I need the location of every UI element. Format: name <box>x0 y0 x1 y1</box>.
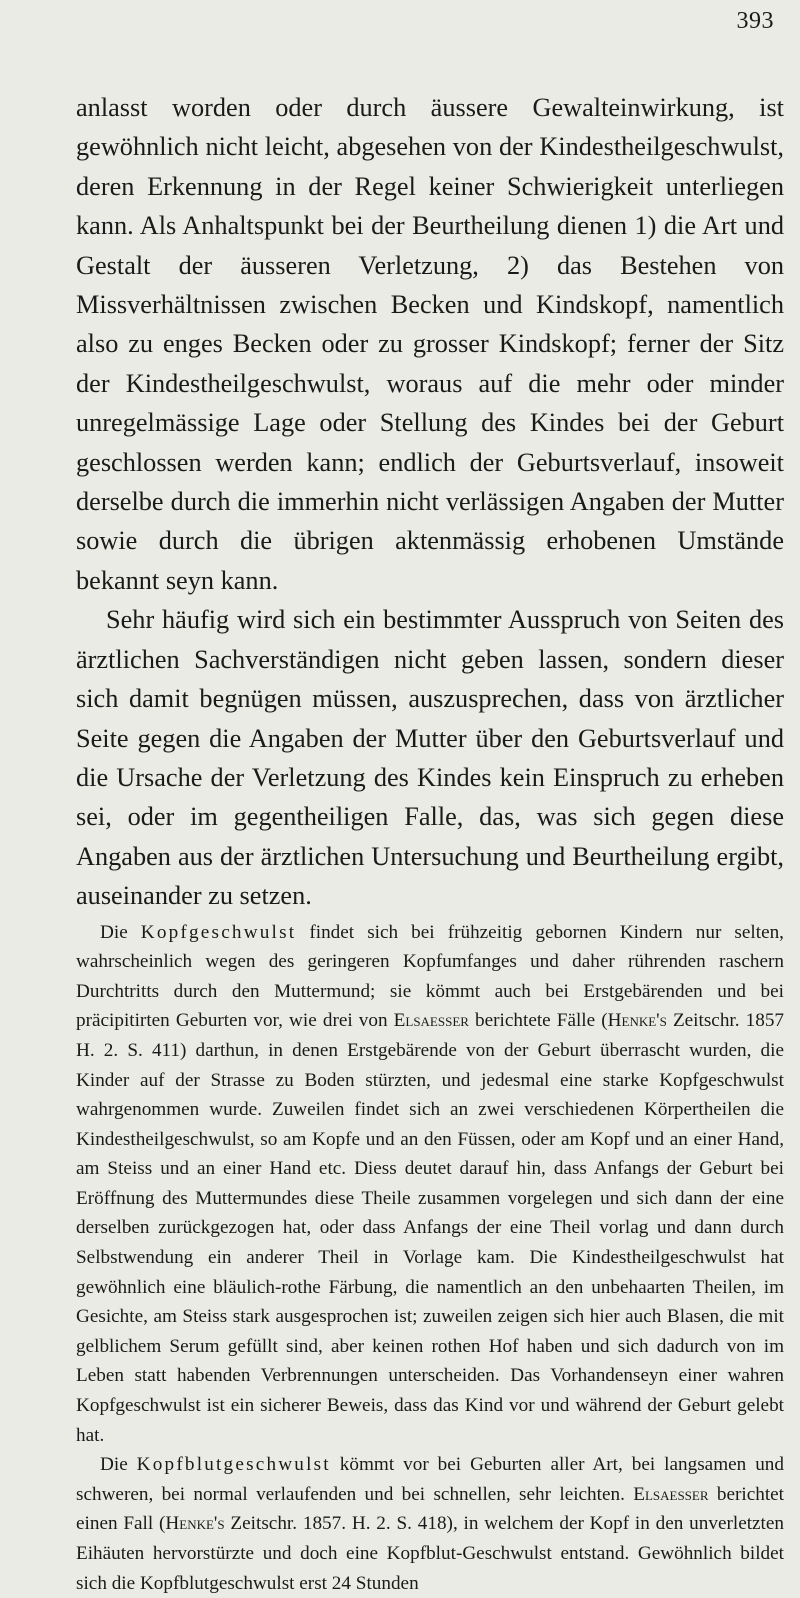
author-name-henke: Henke's <box>607 1010 667 1032</box>
paragraph-3-text-1: Die <box>100 921 141 943</box>
paragraph-3-text-3: berichtete Fälle ( <box>468 1010 608 1032</box>
author-name-elsaesser: Elsaesser <box>393 1010 469 1032</box>
paragraph-3-text-4: Zeitschr. 1857 H. 2. S. 411) darthun, in denen Erstgebärende von der Geburt überrascht wurden, die Kinder auf der Strasse zu Boden stürzten, und jedesmal eine starke Kopfgeschwulst wahrgenommen wurde. Zuweilen findet sich an zwei verschiedenen Körpertheilen die Kindestheilgeschwulst, so am Kopfe und an den Füssen, oder am Kopf und an einer Hand, am Steiss und an einer Hand etc. Diess deutet darauf hin, dass Anfangs der Geburt bei Eröffnung des Muttermundes diese Theile zusammen vorgelegen und sich dann der eine derselben zurückgezogen hat, oder dass Anfangs der eine Theil vorlag und dann durch Selbstwendung ein anderer Theil in Vorlage kam. Die Kindestheilgeschwulst hat gewöhnlich eine bläulich-rothe Färbung, die namentlich an den unbehaarten Theilen, im Gesichte, am Steiss stark ausgesprochen ist; zuweilen zeigen sich hier auch Blasen, die mit gelblichem Serum gefüllt sind, aber keinen rothen Hof haben und sich dadurch von im Leben statt habenden Verbrennungen unterscheiden. Das Vorhandenseyn einer wahren Kopfgeschwulst ist ein sicherer Beweis, dass das Kind vor und während der Geburt gelebt hat. <box>76 1010 785 1446</box>
paragraph-4-text-4: Zeitschr. 1857. H. 2. S. 418), in welchem der Kopf in den unverletzten Eihäuten hervorstürzte und doch eine Kopfblut-Geschwulst entstand. Gewöhnlich bildet sich die Kopfblutgeschwulst erst 24 Stunden <box>76 1513 784 1594</box>
paragraph-4-text-2: kömmt vor bei Geburten aller Art, bei langsamen und schweren, bei normal verlaufenden und bei schnellen, sehr leichten. <box>76 1454 784 1505</box>
term-kopfgeschwulst: Kopfgeschwulst <box>140 921 297 943</box>
term-kopfblutgeschwulst: Kopfblutgeschwulst <box>136 1454 331 1476</box>
author-name-elsaesser-2: Elsaesser <box>633 1483 709 1505</box>
author-name-henke-2: Henke's <box>165 1513 225 1535</box>
paragraph-3 <box>76 918 784 1451</box>
paragraph-2: Sehr häufig wird sich ein bestimmter Ausspruch von Seiten des ärztlichen Sachverständigen nicht geben lassen, sondern dieser sich damit begnügen müssen, auszusprechen, dass von ärztlicher Seite gegen die Angaben der Mutter über den Geburtsverlauf und die Ursache der Verletzung des Kindes kein Einspruch zu erheben sei, oder im gegentheiligen Falle, das, was sich gegen diese Angaben aus der ärztlichen Untersuchung und Beurtheilung ergibt, auseinander zu setzen. <box>76 605 784 911</box>
paragraph-4 <box>76 1450 784 1598</box>
page-number: 393 <box>736 8 774 34</box>
paragraph-4-text-3: berichtet einen Fall ( <box>76 1483 784 1535</box>
paragraph-1: anlasst worden oder durch äussere Gewalteinwirkung, ist gewöhnlich nicht leicht, abgesehen von der Kindestheilgeschwulst, deren Erkennung in der Regel keiner Schwierigkeit unterliegen kann. Als Anhaltspunkt bei der Beurtheilung dienen 1) die Art und Gestalt der äusseren Verletzung, 2) das Bestehen von Missverhältnissen zwischen Becken und Kindskopf, namentlich also zu enges Becken oder zu grosser Kindskopf; ferner der Sitz der Kindestheilgeschwulst, woraus auf die mehr oder minder unregelmässige Lage oder Stellung des Kindes bei der Geburt geschlossen werden kann; endlich der Geburtsverlauf, insoweit derselbe durch die immerhin nicht verlässigen Angaben der Mutter sowie durch die übrigen aktenmässig erhobenen Umstände bekannt seyn kann. <box>76 93 784 595</box>
paragraph-3-text-2: findet sich bei frühzeitig gebornen Kindern nur selten, wahrscheinlich wegen des geringeren Kopfumfanges und daher rührenden raschern Durchtritts durch den Muttermund; sie kömmt auch bei Erstgebärenden und bei präcipitirten Geburten vor, wie drei von <box>76 921 784 1032</box>
page-body <box>76 88 784 1598</box>
paragraph-4-text-1: Die <box>100 1454 137 1476</box>
